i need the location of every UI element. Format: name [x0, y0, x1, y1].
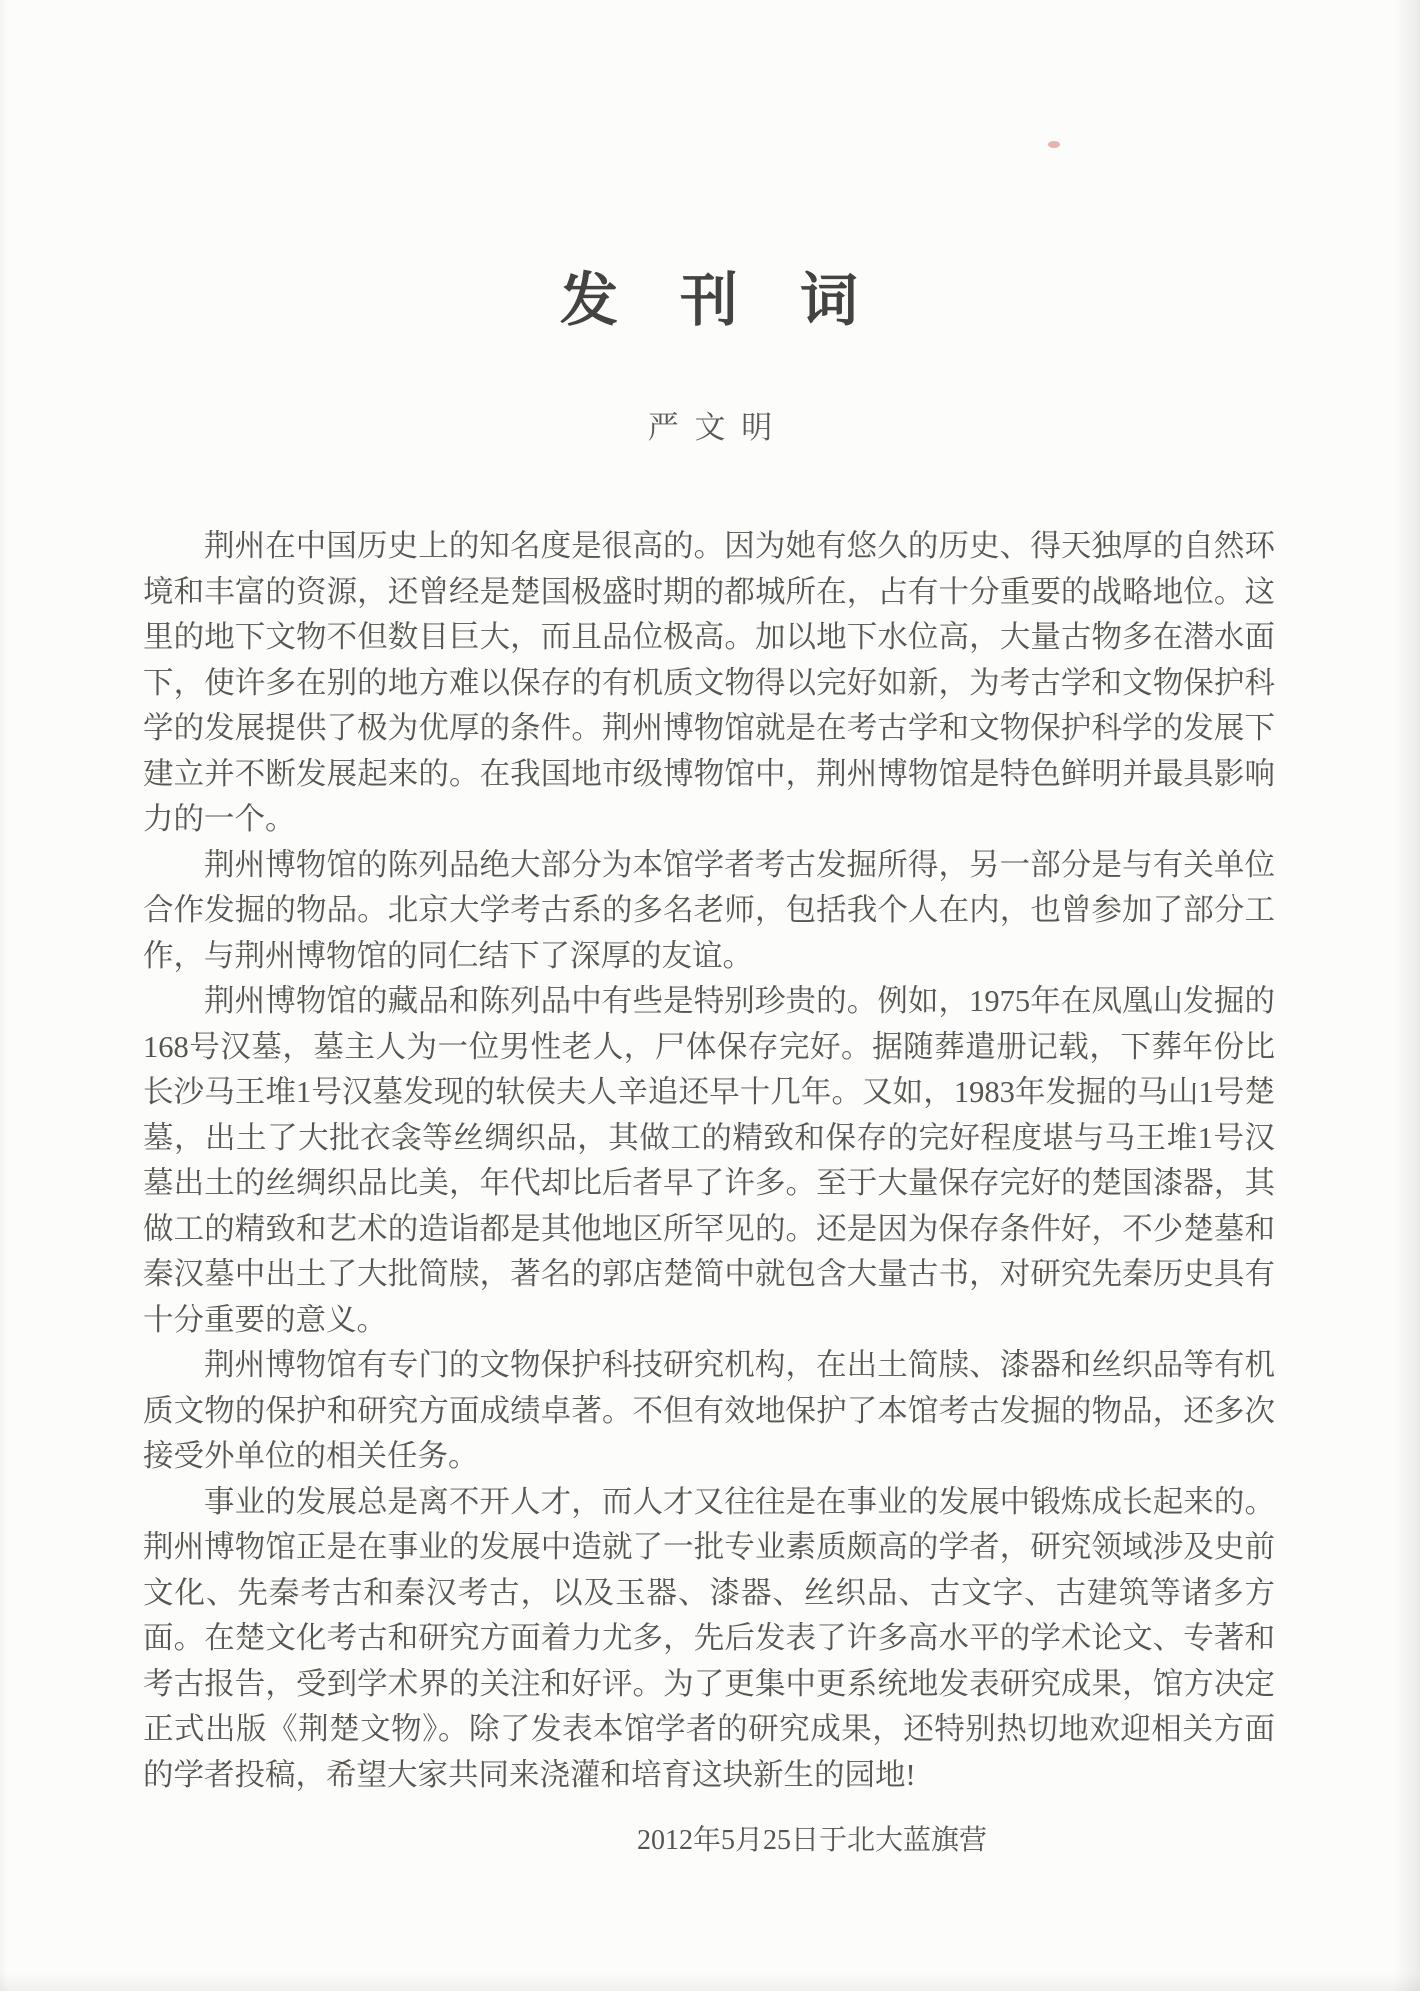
- foreword-body: [143, 524, 1275, 1798]
- scan-artifact-dot: [1048, 141, 1060, 148]
- paragraph-3: 荆州博物馆的藏品和陈列品中有些是特别珍贵的。例如，1975年在凤凰山发掘的168号汉墓，墓主人为一位男性老人，尸体保存完好。据随葬遣册记载，下葬年份比长沙马王堆1号汉墓发现的轪侯夫人辛追还早十几年。又如，1983年发掘的马山1号楚墓，出土了大批衣衾等丝绸织品，其做工的精致和保存的完好程度堪与马王堆1号汉墓出土的丝绸织品比美，年代却比后者早了许多。至于大量保存完好的楚国漆器，其做工的精致和艺术的造诣都是其他地区所罕见的。还是因为保存条件好，不少楚墓和秦汉墓中出土了大批简牍，著名的郭店楚简中就包含大量古书，对研究先秦历史具有十分重要的意义。: [143, 984, 1275, 1337]
- page-edge-left: [0, 0, 8, 1991]
- paragraph-1: 荆州在中国历史上的知名度是很高的。因为她有悠久的历史、得天独厚的自然环境和丰富的资源，还曾经是楚国极盛时期的都城所在，占有十分重要的战略地位。这里的地下文物不但数目巨大，而且品位极高。加以地下水位高，大量古物多在潜水面下，使许多在别的地方难以保存的有机质文物得以完好如新，为考古学和文物保护科学的发展提供了极为优厚的条件。荆州博物馆就是在考古学和文物保护科学的发展下建立并不断发展起来的。在我国地市级博物馆中，荆州博物馆是特色鲜明并最具影响力的一个。: [143, 529, 1275, 836]
- author-name: 严 文 明: [647, 410, 773, 445]
- page-edge-bottom: [0, 1973, 1420, 1991]
- paragraph-2: 荆州博物馆的陈列品绝大部分为本馆学者考古发掘所得，另一部分是与有关单位合作发掘的物品。北京大学考古系的多名老师，包括我个人在内，也曾参加了部分工作，与荆州博物馆的同仁结下了深厚的友谊。: [143, 847, 1275, 973]
- dateline: 2012年5月25日于北大蓝旗营: [636, 1825, 987, 1856]
- paragraph-5: 事业的发展总是离不开人才，而人才又往往是在事业的发展中锻炼成长起来的。荆州博物馆正是在事业的发展中造就了一批专业素质颇高的学者，研究领域涉及史前文化、先秦考古和秦汉考古，以及玉器、漆器、丝织品、古文字、古建筑等诸多方面。在楚文化考古和研究方面着力尤多，先后发表了许多高水平的学术论文、专著和考古报告，受到学术界的关注和好评。为了更集中更系统地发表研究成果，馆方决定正式出版《荆楚文物》。除了发表本馆学者的研究成果，还特别热切地欢迎相关方面的学者投稿，希望大家共同来浇灌和培育这块新生的园地!: [143, 1484, 1275, 1792]
- page-edge-right: [1394, 0, 1420, 1991]
- page-title: 发 刊 词: [559, 268, 860, 333]
- paragraph-4: 荆州博物馆有专门的文物保护科技研究机构，在出土简牍、漆器和丝织品等有机质文物的保护和研究方面成绩卓著。不但有效地保护了本馆考古发掘的物品，还多次接受外单位的相关任务。: [143, 1348, 1275, 1473]
